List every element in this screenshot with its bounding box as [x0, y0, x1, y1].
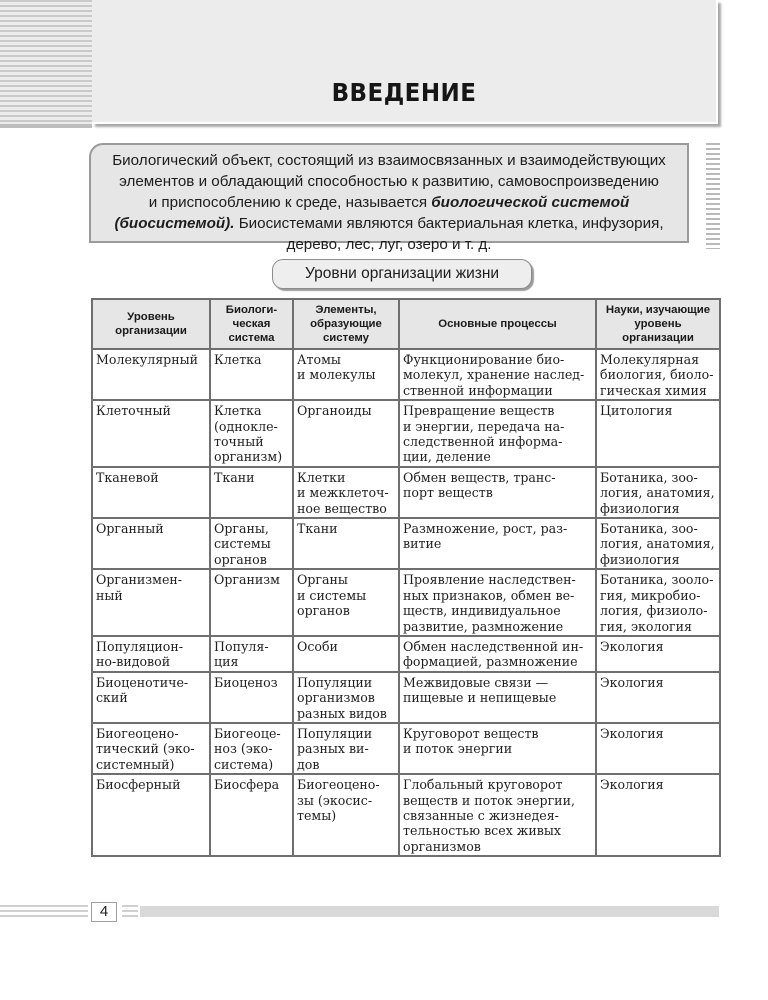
cell-text-line: Ткани: [214, 469, 255, 485]
cell-text-line: биология, биоло-: [600, 367, 714, 383]
column-header-line: систему: [322, 332, 370, 344]
definition-line: элементов и обладающий способностью к развитию, самовоспроизведению: [119, 173, 659, 190]
cell-text-line: Популя-: [214, 638, 269, 654]
cell-text-line: Экология: [600, 674, 664, 690]
cell-text-line: ных признаков, обмен ве-: [403, 587, 575, 603]
cell-text-line: Экология: [600, 638, 664, 654]
cell-text-line: ное вещество: [297, 500, 387, 516]
header-banner: [92, 0, 718, 124]
cell-system: [210, 467, 293, 518]
cell-text-line: Организмен-: [96, 572, 183, 588]
cell-text-line: и межклеточ-: [297, 485, 389, 501]
cell-system: [210, 672, 293, 723]
cell-text-line: Биоценотиче-: [96, 674, 189, 690]
table-body: [92, 349, 720, 856]
column-header: [210, 299, 293, 349]
column-header: [92, 299, 210, 349]
cell-text-line: Биосферный: [96, 777, 181, 793]
cell-text-line: Органы,: [214, 521, 269, 537]
cell-text-line: связанные с жизнедея-: [403, 807, 559, 823]
cell-elements: [293, 774, 399, 856]
table-row: [92, 636, 720, 672]
cell-processes: [399, 349, 596, 400]
table-row: [92, 518, 720, 569]
cell-text-line: органов: [214, 551, 267, 567]
cell-text-line: Обмен веществ, транс-: [403, 469, 556, 485]
definition-text: Биосистемами являются бактериальная клетка, инфузория,: [234, 215, 664, 232]
cell-text-line: Атомы: [297, 352, 341, 367]
cell-text-line: системный): [96, 756, 175, 772]
cell-text-line: Экология: [600, 777, 664, 793]
cell-text-line: Клеточный: [96, 403, 171, 419]
column-header-line: Элементы,: [315, 304, 377, 316]
cell-text-line: Биогеоцено-: [297, 777, 380, 793]
table-row: [92, 723, 720, 774]
cell-text-line: зы (экосис-: [297, 792, 373, 808]
cell-text-line: Организм: [214, 572, 280, 588]
cell-text-line: органов: [297, 603, 350, 619]
cell-text-line: Ботаника, зоо-: [600, 469, 698, 485]
header-underline-decoration: [0, 124, 92, 128]
cell-text-line: (однокле-: [214, 418, 278, 434]
section-title: Уровни организации жизни: [272, 259, 532, 289]
levels-table: [91, 298, 721, 857]
cell-system: [210, 636, 293, 672]
cell-text-line: ский: [96, 690, 128, 706]
cell-text-line: Функционирование био-: [403, 352, 565, 367]
cell-text-line: система): [214, 756, 274, 772]
cell-sciences: [596, 569, 720, 636]
column-header-line: организации: [115, 325, 187, 337]
cell-text-line: и системы: [297, 587, 367, 603]
cell-text-line: гия, микробио-: [600, 587, 701, 603]
cell-sciences: [596, 672, 720, 723]
cell-text-line: Биогеоце-: [214, 725, 281, 741]
cell-level: [92, 672, 210, 723]
table-row: [92, 349, 720, 400]
cell-text-line: Клетка: [214, 352, 262, 367]
cell-text-line: Молекулярная: [600, 352, 700, 367]
header-stripes-decoration: [0, 0, 92, 124]
column-header-line: система: [228, 332, 275, 344]
cell-sciences: [596, 636, 720, 672]
cell-text-line: следственной информа-: [403, 434, 563, 450]
column-header: [596, 299, 720, 349]
cell-processes: [399, 672, 596, 723]
column-header-line: организации: [622, 332, 694, 344]
cell-text-line: организмов: [403, 838, 481, 854]
cell-text-line: организмов: [297, 690, 375, 706]
cell-elements: [293, 636, 399, 672]
page-number: 4: [91, 902, 117, 922]
cell-elements: [293, 518, 399, 569]
definition-term-alt: (биосистемой).: [114, 215, 235, 232]
table-header-row: [92, 299, 720, 349]
column-header-line: Биологи-: [225, 304, 278, 316]
cell-text-line: Цитология: [600, 403, 673, 419]
cell-text-line: логия, анатомия,: [600, 536, 715, 552]
cell-text-line: разных ви-: [297, 741, 369, 757]
cell-text-line: Глобальный круговорот: [403, 777, 563, 793]
cell-processes: [399, 723, 596, 774]
cell-text-line: витие: [403, 536, 442, 552]
cell-level: [92, 400, 210, 467]
cell-text-line: дов: [297, 756, 320, 772]
cell-text-line: развитие, размножение: [403, 618, 564, 634]
cell-text-line: но-видовой: [96, 654, 171, 670]
cell-level: [92, 349, 210, 400]
cell-text-line: ществ, индивидуальное: [403, 603, 561, 619]
cell-sciences: [596, 518, 720, 569]
cell-system: [210, 518, 293, 569]
cell-elements: [293, 400, 399, 467]
column-header-line: образующие: [310, 318, 382, 330]
cell-elements: [293, 467, 399, 518]
cell-text-line: молекул, хранение наслед-: [403, 367, 585, 383]
cell-text-line: Проявление наследствен-: [403, 572, 576, 588]
cell-processes: [399, 569, 596, 636]
cell-text-line: формацией, размножение: [403, 654, 578, 670]
cell-system: [210, 349, 293, 400]
cell-text-line: логия, анатомия,: [600, 485, 715, 501]
cell-level: [92, 636, 210, 672]
cell-text-line: Клетка: [214, 403, 262, 419]
column-header-line: Основные процессы: [438, 318, 557, 330]
column-header-line: уровень: [634, 318, 682, 330]
cell-system: [210, 723, 293, 774]
cell-text-line: ный: [96, 587, 123, 603]
cell-elements: [293, 672, 399, 723]
page-title: ВВЕДЕНИЕ: [331, 78, 477, 107]
cell-text-line: Ткани: [297, 521, 338, 537]
cell-text-line: гическая химия: [600, 382, 707, 398]
cell-sciences: [596, 723, 720, 774]
cell-sciences: [596, 467, 720, 518]
cell-text-line: Органы: [297, 572, 348, 588]
cell-text-line: Обмен наследственной ин-: [403, 638, 584, 654]
cell-level: [92, 569, 210, 636]
cell-elements: [293, 723, 399, 774]
cell-text-line: разных видов: [297, 705, 387, 721]
cell-text-line: Органоиды: [297, 403, 372, 419]
column-header-line: Уровень: [127, 311, 175, 323]
cell-text-line: Тканевой: [96, 469, 159, 485]
cell-text-line: гия, экология: [600, 618, 692, 634]
cell-text-line: и поток энергии: [403, 741, 513, 757]
cell-sciences: [596, 774, 720, 856]
table-row: [92, 672, 720, 723]
cell-text-line: Межвидовые связи —: [403, 674, 549, 690]
column-header: [399, 299, 596, 349]
cell-text-line: темы): [297, 807, 337, 823]
cell-text-line: Биосфера: [214, 777, 280, 793]
cell-processes: [399, 467, 596, 518]
cell-system: [210, 774, 293, 856]
cell-level: [92, 518, 210, 569]
cell-text-line: Биогеоцено-: [96, 725, 179, 741]
cell-level: [92, 467, 210, 518]
cell-text-line: и молекулы: [297, 367, 376, 383]
definition-stripes-decoration: [706, 143, 720, 249]
footer-stripes-decoration: [0, 905, 88, 917]
footer-stripes-decoration: [122, 905, 138, 917]
table-row: [92, 467, 720, 518]
cell-sciences: [596, 349, 720, 400]
definition-line: дерево, лес, луг, озеро и т. д.: [286, 236, 492, 253]
cell-text-line: Клетки: [297, 469, 346, 485]
cell-text-line: физиология: [600, 500, 680, 516]
cell-text-line: Превращение веществ: [403, 403, 555, 419]
definition-box: [89, 143, 689, 253]
cell-text-line: ции, деление: [403, 449, 491, 465]
cell-text-line: Размножение, рост, раз-: [403, 521, 568, 537]
definition-line: [97, 192, 681, 213]
cell-level: [92, 723, 210, 774]
column-header-line: ческая: [232, 318, 271, 330]
cell-sciences: [596, 400, 720, 467]
definition-line: [97, 213, 681, 234]
column-header-line: Науки, изучающие: [605, 304, 711, 316]
cell-text-line: тический (эко-: [96, 741, 195, 757]
cell-text-line: веществ и поток энергии,: [403, 792, 575, 808]
cell-text-line: Органный: [96, 521, 164, 537]
definition-line: Биологический объект, состоящий из взаимосвязанных и взаимодействующих: [112, 152, 666, 169]
cell-text-line: Ботаника, зоо-: [600, 521, 698, 537]
cell-text-line: физиология: [600, 551, 680, 567]
cell-text-line: организм): [214, 449, 283, 465]
cell-text-line: порт веществ: [403, 485, 493, 501]
cell-processes: [399, 636, 596, 672]
cell-text-line: тельностью всех живых: [403, 823, 561, 839]
footer-bar: [140, 906, 719, 917]
cell-text-line: Круговорот веществ: [403, 725, 539, 741]
cell-elements: [293, 349, 399, 400]
table-row: [92, 774, 720, 856]
cell-text-line: Экология: [600, 725, 664, 741]
definition-text: и приспособлению к среде, называется: [148, 194, 432, 211]
cell-text-line: Популяции: [297, 674, 373, 690]
table-row: [92, 569, 720, 636]
table-row: [92, 400, 720, 467]
column-header: [293, 299, 399, 349]
cell-text-line: системы: [214, 536, 271, 552]
cell-processes: [399, 774, 596, 856]
cell-system: [210, 569, 293, 636]
cell-processes: [399, 518, 596, 569]
cell-text-line: Молекулярный: [96, 352, 199, 367]
cell-text-line: Ботаника, зооло-: [600, 572, 714, 588]
cell-text-line: ноз (эко-: [214, 741, 273, 757]
cell-text-line: ция: [214, 654, 239, 670]
cell-processes: [399, 400, 596, 467]
cell-elements: [293, 569, 399, 636]
cell-text-line: Особи: [297, 638, 338, 654]
cell-text-line: и энергии, передача на-: [403, 418, 565, 434]
cell-text-line: Популяции: [297, 725, 373, 741]
cell-text-line: Биоценоз: [214, 674, 278, 690]
cell-system: [210, 400, 293, 467]
cell-text-line: Популяцион-: [96, 638, 184, 654]
cell-text-line: точный: [214, 434, 264, 450]
cell-text-line: пищевые и непищевые: [403, 690, 557, 706]
definition-term: биологической системой: [431, 194, 630, 211]
cell-level: [92, 774, 210, 856]
cell-text-line: ственной информации: [403, 382, 553, 398]
cell-text-line: логия, физиоло-: [600, 603, 708, 619]
